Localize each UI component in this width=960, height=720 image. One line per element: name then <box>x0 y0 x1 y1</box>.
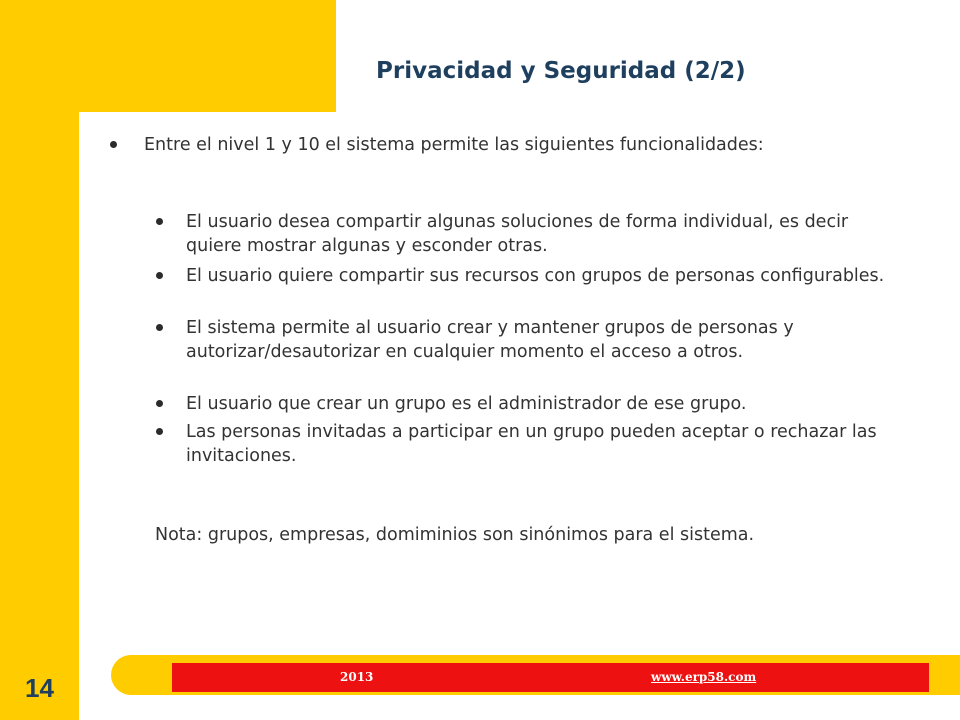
bullet-icon <box>156 272 163 279</box>
footer-red-band <box>172 663 929 692</box>
footer-year: 2013 <box>340 670 374 684</box>
slide-title: Privacidad y Seguridad (2/2) <box>376 58 746 84</box>
bullet-icon <box>110 141 117 148</box>
bullet-icon <box>156 324 163 331</box>
note-text: Nota: grupos, empresas, domiminios son sinónimos para el sistema. <box>155 525 755 545</box>
bullet-icon <box>156 400 163 407</box>
page-number: 14 <box>25 673 54 703</box>
footer-website-link[interactable]: www.erp58.com <box>651 670 757 684</box>
list-item: El usuario quiere compartir sus recursos con grupos de personas configurables. <box>186 266 885 286</box>
list-item: Las personas invitadas a participar en un grupo pueden aceptar o rechazar las invitaciones. <box>186 422 877 466</box>
list-item: El sistema permite al usuario crear y mantener grupos de personas y autorizar/desautorizar en cualquier momento el acceso a otros. <box>186 318 794 362</box>
intro-text: Entre el nivel 1 y 10 el sistema permite las siguientes funcionalidades: <box>144 135 764 155</box>
list-item: El usuario desea compartir algunas soluciones de forma individual, es decir quiere mostrar algunas y esconder otras. <box>186 212 849 256</box>
bullet-icon <box>156 428 163 435</box>
list-item: El usuario que crear un grupo es el administrador de ese grupo. <box>186 394 747 414</box>
bullet-icon <box>156 218 163 225</box>
top-accent-block <box>0 0 336 112</box>
